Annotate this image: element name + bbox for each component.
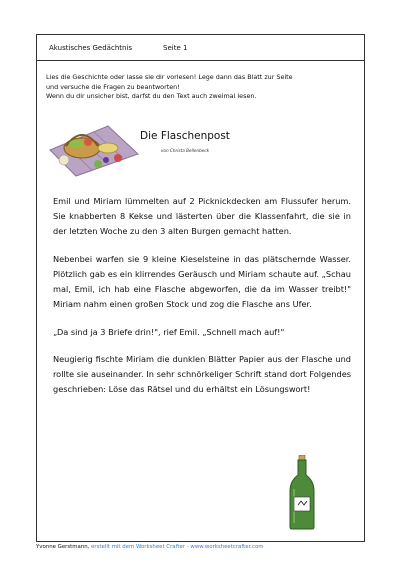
story-text xyxy=(53,194,351,410)
instruction-line: Lies die Geschichte oder lasse sie dir vorlesen! Lege dann das Blatt zur Seite xyxy=(46,73,293,81)
story-paragraph: Nebenbei warfen sie 9 kleine Kieselsteine in das plätschernde Wasser. Plötzlich gab es ein klirrendes Geräusch und Miriam schaute auf. „Schau mal, Emil, ich hab eine Flasche abgeworfen, die da im Wasser treibt!" Miriam nahm einen großen Stock und zog die Flasche ans Ufer. xyxy=(53,253,351,310)
worksheet-header xyxy=(37,35,364,61)
story-title: Die Flaschenpost xyxy=(140,130,230,142)
footer xyxy=(36,544,264,550)
instruction-line: Wenn du dir unsicher bist, darfst du den Text auch zweimal lesen. xyxy=(46,92,257,100)
header-topic: Akustisches Gedächtnis xyxy=(49,44,133,52)
story-author: von Christa Bellenbeck xyxy=(160,148,210,153)
footer-author: Yvonne Gerstmann, xyxy=(36,544,92,550)
story-paragraph: Emil und Miriam lümmelten auf 2 Picknickdecken am Flussufer herum. Sie knabberten 8 Kekse und lästerten über die Klassenfahrt, die sie in der letzten Woche zu den 3 alten Burgen gemacht hatten. xyxy=(53,196,351,237)
bottle-illustration xyxy=(288,455,316,530)
footer-credit-link[interactable]: erstellt mit dem Worksheet Crafter - www.worksheetcrafter.com xyxy=(91,544,264,550)
instruction-line: und versuche die Fragen zu beantworten! xyxy=(46,82,180,91)
instructions xyxy=(46,73,356,102)
header-page: Seite 1 xyxy=(163,44,188,52)
story-paragraph: Neugierig fischte Miriam die dunklen Blätter Papier aus der Flasche und rollte sie auseinander. In sehr schnörkeliger Schrift stand dort Folgendes geschrieben: Löse das Rätsel und du erhältst ein Lösungswort! xyxy=(53,354,351,395)
story-paragraph: „Da sind ja 3 Briefe drin!", rief Emil. „Schnell mach auf!" xyxy=(53,326,285,337)
